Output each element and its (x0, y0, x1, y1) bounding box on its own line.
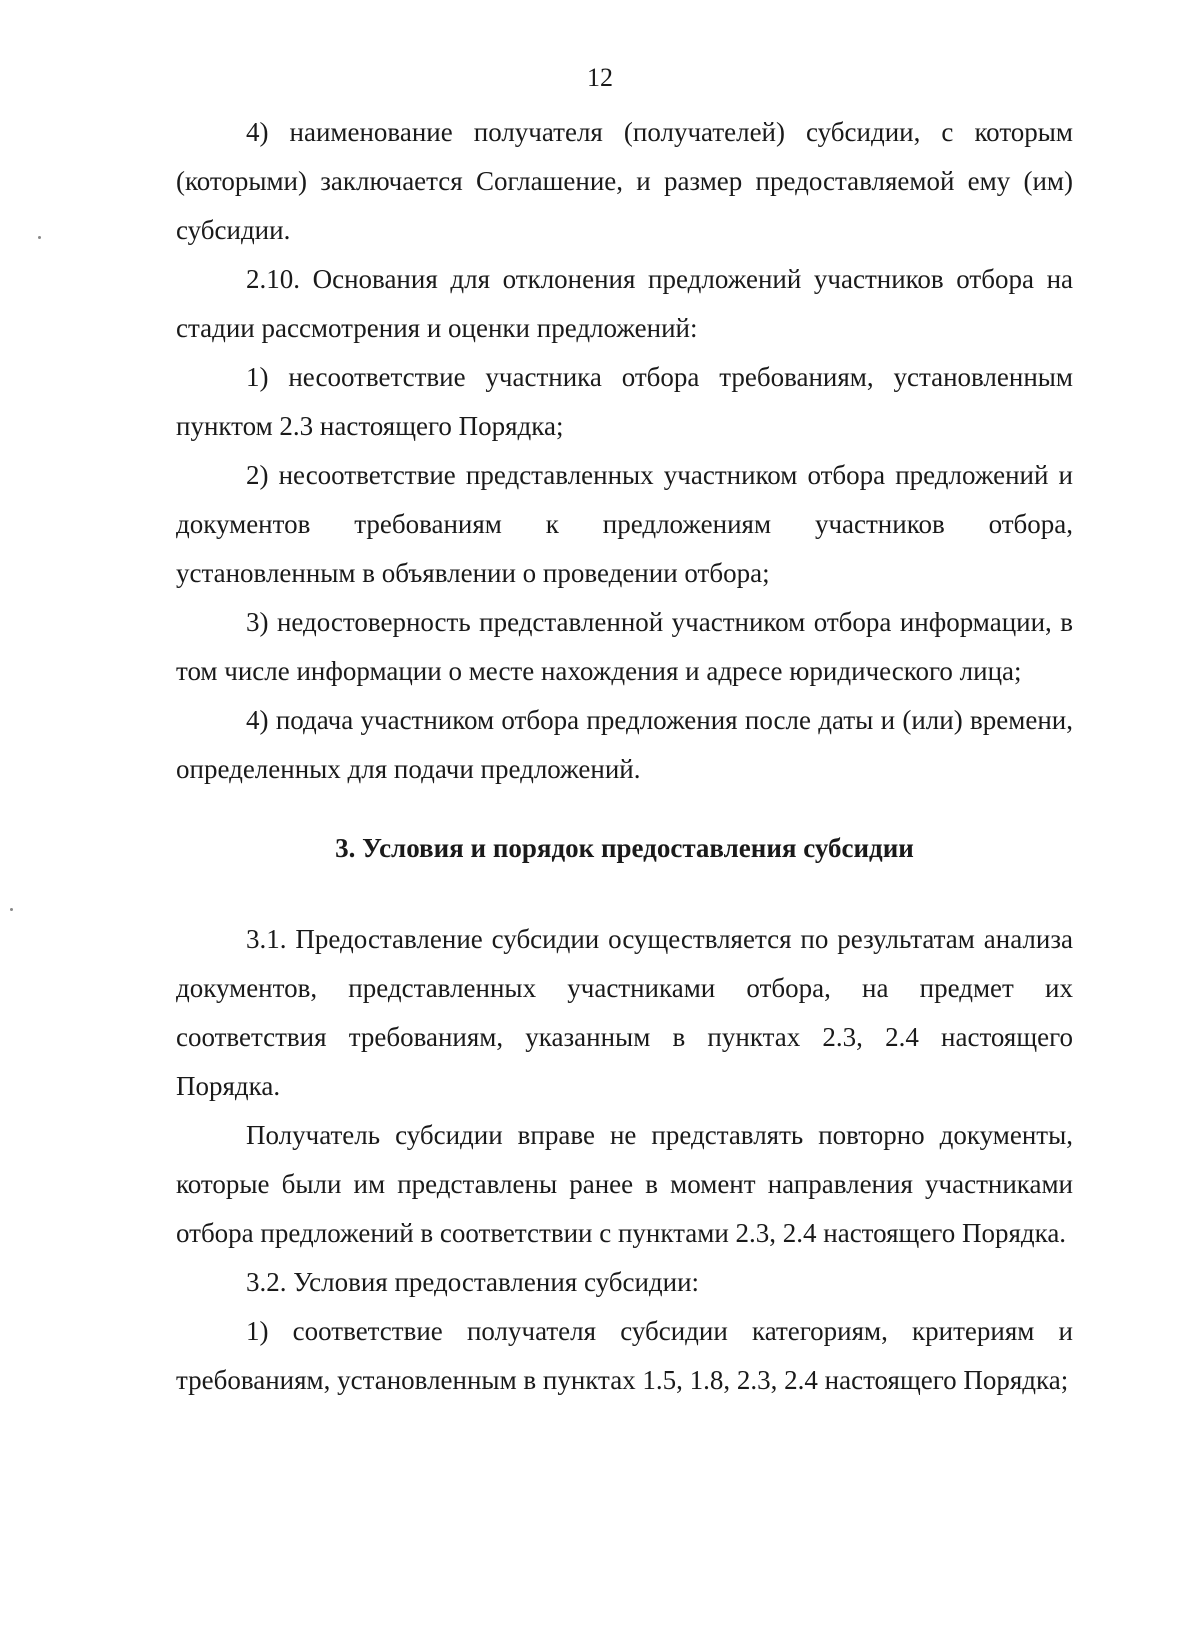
paragraph-3-1: 3.1. Предоставление субсидии осуществляется по результатам анализа документов, представленных участниками отбора, на предмет их соответствия требованиям, указанным в пунктах 2.3, 2.4 настоящего Порядка. (176, 924, 1073, 1101)
section-heading: 3. Условия и порядок предоставления субсидии (335, 833, 914, 863)
paragraph-recipient-documents: Получатель субсидии вправе не представлять повторно документы, которые были им представлены ранее в момент направления участниками отбора предложений в соответствии с пунктами 2.3, 2.4 настоящего Порядка. (176, 1120, 1073, 1248)
paragraph-3-2-conditions: 3.2. Условия предоставления субсидии: (246, 1267, 700, 1297)
paragraph-rejection-4: 4) подача участником отбора предложения после даты и (или) времени, определенных для подачи предложений. (176, 705, 1073, 784)
scan-speck (38, 236, 41, 239)
paragraph-item-4-recipient: 4) наименование получателя (получателей) субсидии, с которым (которыми) заключается Соглашение, и размер предоставляемой ему (им) субсидии. (176, 117, 1073, 245)
paragraph-rejection-2: 2) несоответствие представленных участником отбора предложений и документов требованиям к предложениям участников отбора, установленным в объявлении о проведении отбора; (176, 460, 1073, 588)
document-body (176, 108, 1073, 1405)
paragraph-rejection-3: 3) недостоверность представленной участником отбора информации, в том числе информации о месте нахождения и адресе юридического лица; (176, 607, 1073, 686)
paragraph-condition-1: 1) соответствие получателя субсидии категориям, критериям и требованиям, установленным в пунктах 1.5, 1.8, 2.3, 2.4 настоящего Порядка; (176, 1316, 1073, 1395)
scan-speck (10, 908, 13, 911)
page-number: 12 (587, 63, 613, 92)
paragraph-rejection-1: 1) несоответствие участника отбора требованиям, установленным пунктом 2.3 настоящего Порядка; (176, 362, 1073, 441)
paragraph-2-10-rejection-grounds: 2.10. Основания для отклонения предложений участников отбора на стадии рассмотрения и оценки предложений: (176, 264, 1073, 343)
